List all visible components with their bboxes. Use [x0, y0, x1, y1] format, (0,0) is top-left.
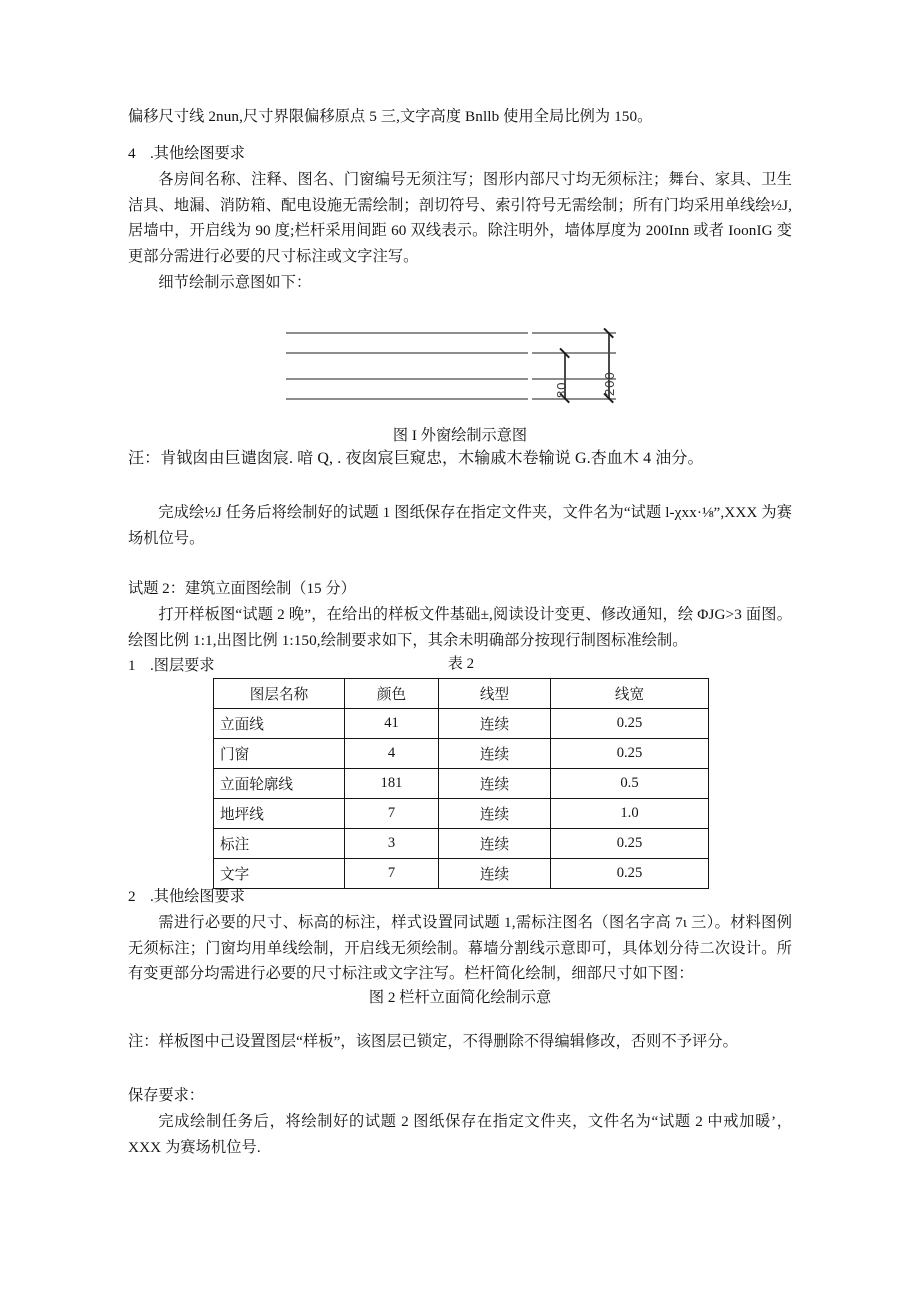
- paragraph-task-2-intro: 打开样板图“试题 2 晚”，在给出的样板文件基础±,阅读设计变更、修改通知，绘 ΦJG>3 面图。绘图比例 1:1,出图比例 1:150,绘制要求如下，其余未明确部分按现行制图标准绘制。: [128, 606, 792, 649]
- paragraph-template-layer-note: 注：样板图中己设置图层“样板”，该图层已锁定，不得删除不得编辑修改，否则不予评分。: [128, 1033, 738, 1050]
- table-row: [214, 799, 709, 829]
- section-heading-4: [128, 141, 245, 167]
- paragraph-offset-dimension: 偏移尺寸线 2nun,尺寸界限偏移原点 5 三,文字高度 Bnllb 使用全局比例为 150。: [128, 108, 653, 125]
- cell-layer-name: 地坪线: [214, 799, 345, 829]
- cell-layer-name: 门窗: [214, 739, 345, 769]
- table-row: [214, 829, 709, 859]
- cell-linetype: 连续: [439, 739, 551, 769]
- cell-layer-name: 立面轮廓线: [214, 769, 345, 799]
- cell-lineweight: 0.25: [551, 709, 709, 739]
- cell-lineweight: 0.25: [551, 829, 709, 859]
- dimension-label-80: 80: [554, 381, 569, 398]
- subsection-heading-layer-requirements: [128, 653, 215, 679]
- table-row: [214, 769, 709, 799]
- paragraph-note-garbled: 汪：肯钺囱由巨谴囱宸. 喑 Q, . 夜囱宸巨窥忠，木输戚木卷输说 G.杏血木 4 油分。: [128, 450, 704, 467]
- cell-layer-name: 立面线: [214, 709, 345, 739]
- drawing-line-1-left: [286, 332, 528, 334]
- section-heading-4-label: .其他绘图要求: [150, 145, 245, 162]
- cell-linetype: 连续: [439, 829, 551, 859]
- section-title-task-2: 试题 2：建筑立面图绘制（15 分）: [128, 580, 356, 597]
- drawing-line-3-left: [286, 378, 528, 380]
- cell-layer-name: 文字: [214, 859, 345, 889]
- column-header-lineweight: 线宽: [551, 679, 709, 709]
- drawing-line-2-left: [286, 352, 528, 354]
- table-2-caption: 表 2: [447, 656, 475, 672]
- column-header-linetype: 线型: [439, 679, 551, 709]
- subsection-heading-1-label: .图层要求: [150, 657, 215, 674]
- subsection-heading-2-label: .其他绘图要求: [150, 888, 245, 905]
- table-header-row: [214, 679, 709, 709]
- subsection-heading-2-number: 2: [128, 888, 136, 905]
- figure-1-caption: 图 I 外窗绘制示意图: [392, 427, 528, 444]
- cell-linetype: 连续: [439, 769, 551, 799]
- cell-lineweight: 0.5: [551, 769, 709, 799]
- dimension-label-200: 200: [602, 371, 617, 396]
- cell-color: 4: [345, 739, 439, 769]
- cell-layer-name: 标注: [214, 829, 345, 859]
- drawing-line-2-right: [532, 352, 616, 354]
- paragraph-save-task-1: 完成绘½J 任务后将绘制好的试题 1 图纸保存在指定文件夹，文件名为“试题 l-χxx·⅛”,XXX 为赛场机位号。: [128, 504, 792, 547]
- drawing-line-1-right: [532, 332, 616, 334]
- cell-color: 181: [345, 769, 439, 799]
- subsection-heading-1-number: 1: [128, 657, 136, 674]
- layer-settings-table: [213, 678, 709, 889]
- cell-lineweight: 0.25: [551, 739, 709, 769]
- paragraph-other-drawing-requirements-2: 需进行必要的尺寸、标高的标注，样式设置同试题 1,需标注图名（图名字高 7ι 三）。材料图例无须标注；门窗均用单线绘制，开启线无须绘制。幕墙分割线示意即可，具体划分待二次设计。所有变更部分均需进行必要的尺寸标注或文字注写。栏杆简化绘制，细部尺寸如下图：: [128, 914, 792, 983]
- cell-linetype: 连续: [439, 859, 551, 889]
- figure-window-detail-drawing: [286, 328, 616, 404]
- paragraph-detail-intro: 细节绘制示意图如下：: [158, 274, 312, 291]
- paragraph-save-task-2: 完成绘制任务后，将绘制好的试题 2 图纸保存在指定文件夹，文件名为“试题 2 中戒加暖’，XXX 为赛场机位号.: [128, 1113, 792, 1156]
- paragraph-other-drawing-requirements: 各房间名称、注释、图名、门窗编号无须注写；图形内部尺寸均无须标注；舞台、家具、卫生洁具、地漏、消防箱、配电设施无需绘制；剖切符号、索引符号无需绘制；所有门均采用单线绘½J,居墙中，开启线为 90 度;栏杆采用间距 60 双线表示。除注明外，墙体厚度为 200Inn 或者 IoonIG 变更部分需进行必要的尺寸标注或文字注写。: [128, 171, 792, 265]
- cell-color: 7: [345, 859, 439, 889]
- cell-color: 3: [345, 829, 439, 859]
- table-row: [214, 709, 709, 739]
- figure-2-caption: 图 2 栏杆立面简化绘制示意: [368, 989, 552, 1006]
- table-row: [214, 859, 709, 889]
- cell-linetype: 连续: [439, 799, 551, 829]
- cell-lineweight: 1.0: [551, 799, 709, 829]
- section-heading-4-number: 4: [128, 145, 136, 162]
- heading-save-requirements: 保存要求：: [128, 1087, 204, 1104]
- cell-color: 41: [345, 709, 439, 739]
- cell-color: 7: [345, 799, 439, 829]
- cell-lineweight: 0.25: [551, 859, 709, 889]
- cell-linetype: 连续: [439, 709, 551, 739]
- drawing-line-4-left: [286, 398, 528, 400]
- column-header-layer-name: 图层名称: [214, 679, 345, 709]
- column-header-color: 颜色: [345, 679, 439, 709]
- table-row: [214, 739, 709, 769]
- drawing-line-4-right: [532, 398, 616, 400]
- subsection-heading-other-requirements: [128, 884, 245, 910]
